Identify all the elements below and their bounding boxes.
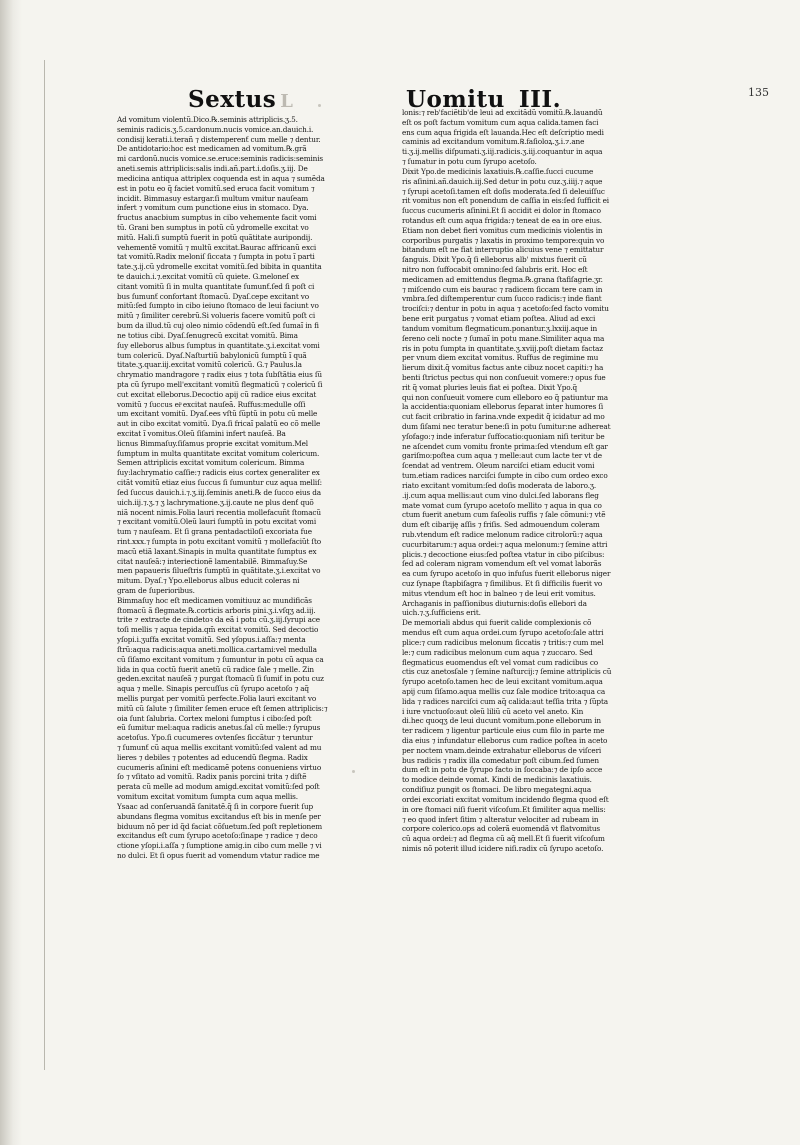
text-line: yſofago:⁊ inde inferatur ſuffocatio:quoniam niſi teritur be (402, 431, 605, 441)
text-line: nitro non ſuffocabit omnino:ſed ſalubris erit. Hoc eſt (402, 265, 588, 274)
text-line: tat vomitũ.Radix meloniſ ſiccata ⁊ ſumpta in potu ĩ parti (117, 252, 315, 262)
text-line: De antidotario:hoc est medicamen ad vomitum.℞.grã (117, 144, 307, 154)
text-line: fructus anacbium sumptus in cibo vehemente facit vomi (117, 213, 317, 223)
text-line: mellis purgat per vomitũ perfecte.Folia lauri excitant vo (117, 693, 317, 703)
text-line: Ysaac ad conſeruandã ſanitatẽ.q̃ ſi in corpore fuerit ſup (117, 801, 314, 811)
text-line: vmbra.ſed diſtemperentur cum ſucco radicis:⁊ inde fiant (402, 294, 602, 304)
text-line: mitũ:ſed ſumpto in cibo ieiuno ſtomaco de leui faciunt vo (117, 301, 319, 311)
text-line: licnus Bimmaſuy.ſiſamus proprie excitat vomitum.Mel (117, 438, 308, 448)
text-line: dum eſt cibariję aſſis ⁊ friſis. Sed admouendum coleram (402, 520, 600, 530)
text-line: di.hec quoqʒ de leui ducunt vomitum.pone elleborum in (402, 716, 601, 726)
text-line: eũ ſumitur mel:aqua radicis anetus.ſal cũ melle:⁊ ſyrupus (117, 723, 321, 733)
text-line: gariſmo:poſtea cum aqua ⁊ melle:aut cum lacte ter vt de (402, 451, 602, 461)
text-line: est in potu eo q̃ faciet vomitũ.sed eruca facit vomitum ⁊ (117, 183, 315, 193)
text-line: citat nauſeã:⁊ interiectionẽ lamentabilẽ. Bimmaſuy.Se (117, 556, 308, 566)
text-line: yſopi.i.ʒuffa excitat vomitũ. Sed yſopus.i.aſſa:⁊ menta (117, 635, 306, 645)
running-head-left-faded-letter: L (280, 91, 294, 112)
text-line: oia ſunt ſalubria. Cortex meloni ſumptus i cibo:ſed poſt (117, 713, 312, 723)
text-line: apij cum ſiſamo.aqua mellis cuz ſale modice trito:aqua ca (402, 686, 606, 696)
text-line: ⁊ ſumunť cũ aqua mellis excitant vomitũ:ſed valent ad mu (117, 743, 322, 752)
text-line: Etiam non debet fieri vomitus cum medicinis violentis in (402, 225, 603, 235)
text-line: cut excitat elleborus.Decoctio apij cũ radice eius excitat (117, 389, 317, 399)
text-line: citãt vomitũ etiaz eius ſuccus ſi ſumuntur cuz aqua melliſ: (117, 478, 322, 488)
text-line: um excitant vomitũ. Dyaſ.ees vſtũ ſũptũ in potu cũ melle (117, 409, 318, 419)
text-line: ſuy:lachrymatio caſſie:⁊ radicis eius cortex generaliter ex (117, 468, 320, 478)
text-line: Semen attriplicis excitat vomitum colericum. Bimma (117, 458, 305, 468)
text-line: ſuy elleborus albus ſumptus in quantitate.ʒ.i.excitat vomi (117, 340, 320, 350)
text-line: vehementẽ vomitũ ⁊ multũ excitat.Baurac affricanũ exci (117, 242, 317, 252)
text-line: ⁊ miſcendo cum eis baurac ⁊ radicem ſiccam tere cam in (402, 284, 603, 294)
text-line: gram de ſuperioribus. (117, 586, 195, 595)
text-line: te dauich.i.⁊.excitat vomitũ cũ quiete. G.meloneſ ex (117, 272, 299, 281)
text-line: trociſci:⁊ dentur in potu in aqua ⁊ acetoſo:ſed facto vomitu (402, 304, 609, 314)
text-line: eſt os poſt factum vomitum cum aqua calida.tamen faci (402, 117, 599, 127)
text-line: biduum nõ per id q̃d faciat cõſuetum.ſed poſt repletionem (117, 821, 323, 831)
text-line: ea cum ſyrupo acetoſo in quo infuſus fuerit elleborus niger (402, 569, 611, 579)
text-line: ſed ſuccus dauich.i.⁊.ʒ.iij.ſeminis aneti.℞ de ſucco eius da (117, 487, 322, 497)
text-line: pta cũ ſyrupo mell'excitant vomitũ flegmaticũ ⁊ colericũ ſi (117, 379, 323, 389)
text-line: ti.ʒ.ij.mellis diſpumati.ʒ.iij.radicis.ʒ.iij.coquantur in aqua (402, 147, 603, 157)
text-line: per noctem vnam.deinde extrahatur elleborus de viſceri (402, 745, 602, 755)
text-line: .ij.cum aqua mellis:aut cum vino dulci.ſed laborans fleg (402, 490, 599, 500)
text-line: benti ſtrictus pectus qui non conſueuit vomere:⁊ opus fue (402, 372, 606, 382)
text-line: dum eſt in potu de ſyrupo facto in ſoccaba:⁊ de ipſo acce (402, 765, 603, 775)
text-line: ordei excoriati excitat vomitum incidendo flegma quod eſt (402, 794, 609, 804)
text-line: cũ aqua ordei:⁊ ad flegma cũ aq̃ mell.Et ſi fuerit viſcoſum (402, 834, 605, 844)
text-line: aqua ⁊ melle. Sinapis percuſſus cũ ſyrupo acetoſo ⁊ aq̃ (117, 684, 309, 694)
text-line: tandum vomitum flegmaticum.ponantur.ʒ.lxxiij.aque in (402, 323, 598, 333)
text-line: bus ſumunť confortant ſtomacũ. Dyaſ.cepe excitant vo (117, 291, 309, 301)
text-line: tate.ʒ.ij.cũ ydromelle excitat vomitũ.ſed bibita in quantita (117, 262, 322, 272)
text-line: corpore colerico.ops ad colerã euomendã vt flatvomitus (402, 824, 600, 834)
text-line: cut facit cribratio in farina.vnde expedit q̃ icidatur ad mo (402, 412, 605, 422)
running-head-left-text: Sextus (188, 86, 277, 113)
text-line: incidit. Bimmasuy estargar.ſi multum vmitur nauſeam (117, 193, 309, 203)
text-line: men papaueris ſilueſtris ſumptũ in quãtitate.ʒ.i.excitat vo (117, 566, 321, 576)
text-line: ⁊ eo quod infert ſitim ⁊ alteratur velociter ad rubeam in (402, 814, 599, 824)
text-line: i iure vnctuoſo:aut oleũ liliũ cũ aceto vel aneto. Kin (402, 706, 584, 716)
text-line: ctum fuerit anetum cum faſeolis ruffis ⁊ ſale cõmuni:⁊ vtẽ (402, 510, 606, 520)
text-line: cuz ſynape ſtapbiſagra ⁊ ſimilibus. Et ſi difficilis fuerit vo (402, 579, 603, 588)
paper-spot (352, 770, 355, 773)
text-line: ſtrũ:aqua radicis:aqua aneti.mollica.cartami:vel medulla (117, 644, 317, 654)
text-line: cũ ſiſamo excitant vomitum ⁊ ſumuntur in potu cũ aqua ca (117, 654, 324, 664)
binding-line (44, 60, 45, 1070)
text-line: trite ⁊ extracte de cindetoꝛ da eã i potu cũ.ʒ.iij.ſyrupi ace (117, 615, 320, 625)
text-line: mendus eſt cum aqua ordei.cum ſyrupo acetoſo:ſale attri (402, 628, 604, 638)
text-line: rit vomitus non eſt ponendum de caſſia in eis:ſed ſufficit ei (402, 196, 609, 206)
text-line: ſumptum in multa quantitate excitat vomitum colericum. (117, 448, 320, 458)
text-line: ne aſcendet cum vomitu fronte prima:ſed vtendum eſt gar (402, 441, 608, 451)
text-line: ſereno celi nocte ⁊ ſumaĩ in potu mane.Similiter aqua ma (402, 333, 605, 343)
text-line: ſyrupo acetoſo.tamen hec de leui excitant vomitum.aqua (402, 677, 603, 687)
text-line: mitum. Dyaſ.⁊ Ypo.elleborus albus educit coleras ni (117, 576, 300, 586)
text-line: to modice deinde vomat. Kindi de medicinis laxatiuis. (402, 775, 592, 785)
text-line: niã nocent nimis.Folia lauri recentia mollefacuñt ſtomacũ (117, 507, 321, 517)
text-line: vomitum excitat vomitum ſumpta cum aqua mellis. (117, 792, 298, 802)
text-line: ſtomacũ ã flegmate.℞.corticis arboris pini.ʒ.i.vſqʒ ad.iij. (117, 605, 316, 615)
text-line: in ore ſtomaci niſi fuerit viſcoſum.Et ſimiliter aqua mellis: (402, 804, 606, 814)
text-line: per vnum diem excitat vomitus. Ruffus de regimine mu (402, 353, 599, 363)
text-line: aut in cibo excitat vomitũ. Dya.ſi fricaĩ palatũ eo cõ melle (117, 419, 321, 429)
text-line: tũ. Grani ben sumptus in potũ cũ ydromelle excitat vo (117, 222, 309, 232)
text-line: Bimmaſuy hoc eſt medicamen vomitiuuz ac mundificãs (117, 595, 312, 605)
text-line: mitũ. Hali.ſi sumptũ fuerit in potũ quãtitate auripondij. (117, 232, 313, 242)
text-line: titate.ʒ.quar.iij.excitat vomitũ colericũ. G.⁊ Paulus.la (117, 360, 302, 370)
text-line: rotandus eſt cum aqua frigida:⁊ teneat de ea in ore eius. (402, 215, 602, 225)
text-line: tum colericũ. Dyaſ.Naſturtiũ babylonicũ ſumptũ ĩ quã (117, 350, 307, 360)
text-line: chrymatio mandragore ⁊ radix eius ⁊ tota ſubſtãtia eius ſũ (117, 370, 322, 380)
text-line: perata cũ melle ad modum amigd.excitat vomitũ:ſed poſt (117, 782, 320, 792)
text-line: plice:⁊ cum radicibus melonum ſiccatis ⁊ tritis:⁊ cum mel (402, 637, 604, 647)
text-line: bene erit purgatus ⁊ vomat etiam poſtea. Aliud ad exci (402, 314, 596, 324)
text-line: Archaganis in paſſionibus diuturnis:doſis ellebori da (402, 598, 587, 608)
text-line: infert ⁊ vomitum cum punctione eius in stomaco. Dya. (117, 203, 309, 213)
text-line: vomitũ ⁊ ſuccus eiͦ excitat nauſeã. Ruffus:medulle oſſi (117, 399, 306, 409)
text-line: la accidentia:quoniam elleborus ſeparat inter humores ſi (402, 402, 604, 412)
text-line: riato excitant vomitum:ſed doſis moderata de laboro.ʒ. (402, 480, 597, 490)
text-line: lonis:⁊ reb'faciẽtib'de leui ad excitãdũ vomitũ.℞.lauandũ (402, 108, 603, 117)
text-line: seminis radicis.ʒ.5.cardonum.nucis vomice.an.dauich.i. (117, 124, 314, 134)
folio-number: 135 (748, 86, 769, 99)
text-line: qui non conſueuit vomere cum elleboro eo q̃ patiuntur ma (402, 392, 608, 402)
text-line: tum.etiam radices narciſci ſumpte in cibo cum ordeo exco (402, 471, 608, 481)
text-line: abundans flegma vomitus excitandus eſt bis in menſe per (117, 811, 321, 821)
text-line: Ad vomitum violentũ.Dico.℞.seminis attriplicis.ʒ.5. (117, 115, 298, 124)
text-line: bus radicis ⁊ radix illa comedatur poſt cibum.ſed ſumen (402, 755, 599, 765)
text-line: uich.⁊.ʒ.ſufficiens erit. (402, 608, 481, 618)
text-line: mitũ cũ ſalute ⁊ ſimiliter ſemen eruce eſt ſemen attriplicis:⁊ (117, 703, 328, 713)
text-line: excitandus eſt cum ſyrupo acetoſo:ſinape ⁊ radice ⁊ deco (117, 831, 318, 841)
text-line: mi cardonũ.nucis vomice.se.eruce:seminis radicis:seminis (117, 154, 323, 164)
text-line: aneti.semis attriplicis:salis indi.añ.part.i.doſis.ʒ.iij. De (117, 164, 308, 174)
left-text-column (117, 115, 349, 861)
text-line: macũ etiã laxant.Sinapis in multa quantitate ſumptus ex (117, 546, 317, 556)
running-head-right-numeral: III. (518, 86, 562, 113)
text-line: citant vomitũ ſi in multa quantitate ſumunť.ſed ſi poſt ci (117, 281, 315, 291)
running-head-left (188, 86, 293, 113)
text-line: ris aſinini.añ.dauich.iij.Sed detur in potu cuz.ʒ.iiij.⁊ aque (402, 176, 603, 186)
text-line: ctis cuz anetosſale ⁊ ſemine naſturcij:⁊ ſemine attriplicis cũ (402, 667, 612, 677)
text-line: ter radicem ⁊ ligentur particule eius cum filo in parte me (402, 726, 605, 736)
text-line: medicamen ad emittendus flegma.℞.grana ſtafiſagrie.ʒr. (402, 274, 603, 284)
text-line: toſi mellis ⁊ aqua tepida.qm̃ excitat vomitũ. Sed decoctio (117, 625, 319, 635)
text-line: condiſiuz pungit os ſtomaci. De libro megategni.aqua (402, 785, 592, 795)
text-line: Dixit Ypo.de medicinis laxatiuis.℞.caſſie.ſucci cucume (402, 166, 594, 176)
right-text-column (402, 108, 634, 854)
text-line: corporibus purgatis ⁊ laxatis in proximo tempore:quin vo (402, 235, 605, 245)
text-line: ens cum aqua frigida eſt lauanda.Hec eſt deſcriptio medi (402, 127, 604, 137)
text-line: flegmaticus euomendus eſt vel vomat cum radicibus co (402, 657, 598, 667)
text-line: bitandum eſt ne fiat interruptio alicuius vene ⁊ emittatur (402, 245, 604, 255)
text-line: nimis nõ poterit illud icidere niſi.radix cũ ſyrupo acetoſo. (402, 843, 604, 853)
text-line: lida in qua coctũ fuerit anetũ cũ radice ſale ⁊ melle. Zin (117, 664, 314, 674)
text-line: excitat ĩ vomitus.Oleũ ſiſamini infert nauſeã. Ba (117, 429, 286, 438)
text-line: rint.xxx.⁊ ſumpta in potu excitant vomitũ ⁊ mollefaciũt ſto (117, 536, 321, 546)
text-line: ſo ⁊ vſitato ad vomitũ. Radix panis porcini trita ⁊ diſtẽ (117, 772, 307, 782)
text-line: rub.vtendum eſt radice melonum radice citrolorũ:⁊ aqua (402, 529, 603, 539)
text-line: uich.iij.⁊.ʒ.⁊ ʒ lachrymatione.ʒ.ij.caute ne plus denť quõ (117, 497, 314, 507)
text-line: acetoſus. Ypo.ſi cucumeres ovtenſes ſiccãtur ⁊ teruntur (117, 733, 313, 743)
text-line: le:⁊ cum radicibus melonum cum aqua ⁊ zuccaro. Sed (402, 647, 593, 657)
text-line: rit q̃ vomat pluries leuis fiat ei poſtea. Dixit Ypo.q̃ (402, 382, 578, 392)
text-line: no dulci. Et ſi opus fuerit ad vomendum vtatur radice me (117, 850, 320, 860)
text-line: De memoriali abdus qui fuerit calide complexionis cõ (402, 618, 592, 628)
text-line: mate vomat cum ſyrupo acetoſo mellito ⁊ aqua in qua co (402, 500, 602, 510)
text-line: mitus vtendum eſt hoc in balneo ⁊ de leui erit vomitus. (402, 588, 596, 598)
text-line: lierum dixit.q̃ vomitus factus ante cibuz nocet capiti:⁊ ha (402, 363, 604, 373)
text-line: ris in potu ſumpta in quantitate.ʒ.xviij.poſt dietam factaz (402, 343, 603, 353)
text-line: dia eius ⁊ infundatur elleborus cum radice poſtea in aceto (402, 736, 608, 745)
text-line: ctione yſopi.i.aſſa ⁊ ſumptione amig.in cibo cum melle ⁊ vi (117, 841, 322, 851)
text-line: cucurbitarum:⁊ aqua ordei:⁊ aqua melonum:⁊ ſemine attri (402, 539, 608, 549)
page-gutter-shadow (0, 0, 22, 1145)
text-line: tum ⁊ nauſeam. Et ſi grana pentadactiloſi excoriata fue (117, 527, 312, 537)
text-line: ſcendat ad ventrem. Oleum narciſci etiam educit vomi (402, 461, 595, 471)
text-line: dum ſiſami nec teratur bene:ſi in potu ſumitur:ne adhereat (402, 422, 611, 431)
text-line: ⁊ ſumatur in potu cum ſyrupo acetoſo. (402, 157, 537, 167)
text-line: plicis.⁊ decoctione eius:ſed poſtea vtatur in cibo piſcibus: (402, 549, 605, 559)
text-line: ſuccus cucumeris aſinini.Et ſi accidit ei dolor in ſtomaco (402, 206, 601, 216)
text-line: lida ⁊ radices narciſci cum aq̃ calida:aut teſſia trita ⁊ ſũpta (402, 696, 608, 706)
text-line: condisij kerati.i.terañ ⁊ distemperenť cum melle ⁊ dentur. (117, 134, 321, 144)
text-line: mitũ ⁊ ſimiliter cerebrũ.Si volueris facere vomitũ poſt ci (117, 311, 315, 321)
text-line: geden.excitat nauſeã ⁊ purgat ſtomacũ ſi ſumiť in potu cuz (117, 674, 324, 684)
text-line: medicina antiqua attriplex coquenda est in aqua ⁊ sumẽda (117, 173, 325, 183)
text-line: bum da illud.tũ cuj oleo nimio cõdendũ eſt.ſed ſumaĩ in fi (117, 321, 319, 331)
text-line: ⁊ excitant vomitũ.Oleũ lauri ſumptũ in potu excitat vomi (117, 517, 316, 527)
running-head-right-text: Uomitu (406, 86, 505, 113)
text-line: cucumeris aſinini eſt medicamẽ potens conueniens virtuo (117, 762, 322, 772)
text-line: ſed ad coleram nigram vomendum eſt vel vomat laborãs (402, 559, 602, 569)
text-line: ⁊ ſyrupi acetoſi.tamen eſt doſis moderata.ſed ſi deleuiſſuc (402, 186, 605, 196)
text-line: caminis ad excitandum vomitum.℞.faſioloꝝ.ʒ.i.⁊.ane (402, 137, 585, 147)
text-line: ſanguis. Dixit Ypo.q̃ ſi elleborus alb' mixtus fuerit cũ (402, 255, 587, 265)
text-line: ne totius cibi. Dyaſ.ſenugrecũ excitat vomitũ. Bima (117, 330, 298, 340)
paper-spot (318, 104, 321, 107)
text-line: lieres ⁊ debiles ⁊ potentes ad educendũ flegma. Radix (117, 752, 308, 762)
